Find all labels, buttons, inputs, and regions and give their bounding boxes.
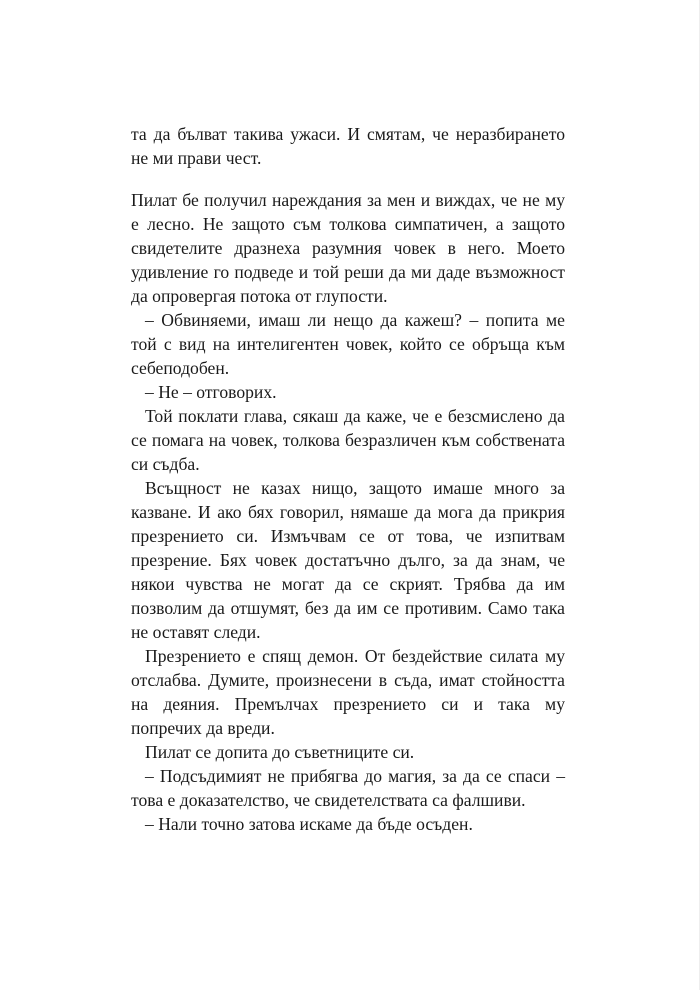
paragraph-4: – Не – отговорих. xyxy=(145,382,277,402)
paragraph-8: Пилат се допита до съветниците си. xyxy=(145,742,415,762)
paragraph-5: Той поклати глава, сякаш да каже, че е безсмислено да се помага на човек, толкова безразличен към собствената си съдба. xyxy=(131,406,565,474)
paragraph-1: та да бълват такива ужаси. И смятам, че неразбирането не ми прави чест. xyxy=(131,124,565,168)
paragraph-7: Презрението е спящ демон. От бездействие силата му отслабва. Думите, произнесени в съда, имат стойността на деяния. Премълчах презрението си и така му попречих да вреди. xyxy=(131,646,565,738)
paragraph-10: – Нали точно затова искаме да бъде осъден. xyxy=(145,814,473,834)
paragraph-9: – Подсъдимият не прибягва до магия, за да се спаси – това е доказателство, че свидетелствата са фалшиви. xyxy=(131,766,565,810)
paragraph-6: Всъщност не казах нищо, защото имаше много за казване. И ако бях говорил, нямаше да мога да прикрия презрението си. Измъчвам се от това, че изпитвам презрение. Бях човек достатъчно дълго, за да знам, че някои чувства не могат да се скрият. Трябва да им позволим да отшумят, без да им се противим. Само така не оставят следи. xyxy=(131,478,565,642)
page-text xyxy=(131,122,565,836)
paragraph-2: Пилат бе получил нареждания за мен и виждах, че не му е лесно. Не защото съм толкова симпатичен, а защото свидетелите дразнеха разумния човек в него. Моето удивление го подведе и той реши да ми даде възможност да опровергая потока от глупости. xyxy=(131,190,565,306)
paragraph-3: – Обвиняеми, имаш ли нещо да кажеш? – попита ме той с вид на интелигентен човек, който се обръща към себеподобен. xyxy=(131,310,565,378)
